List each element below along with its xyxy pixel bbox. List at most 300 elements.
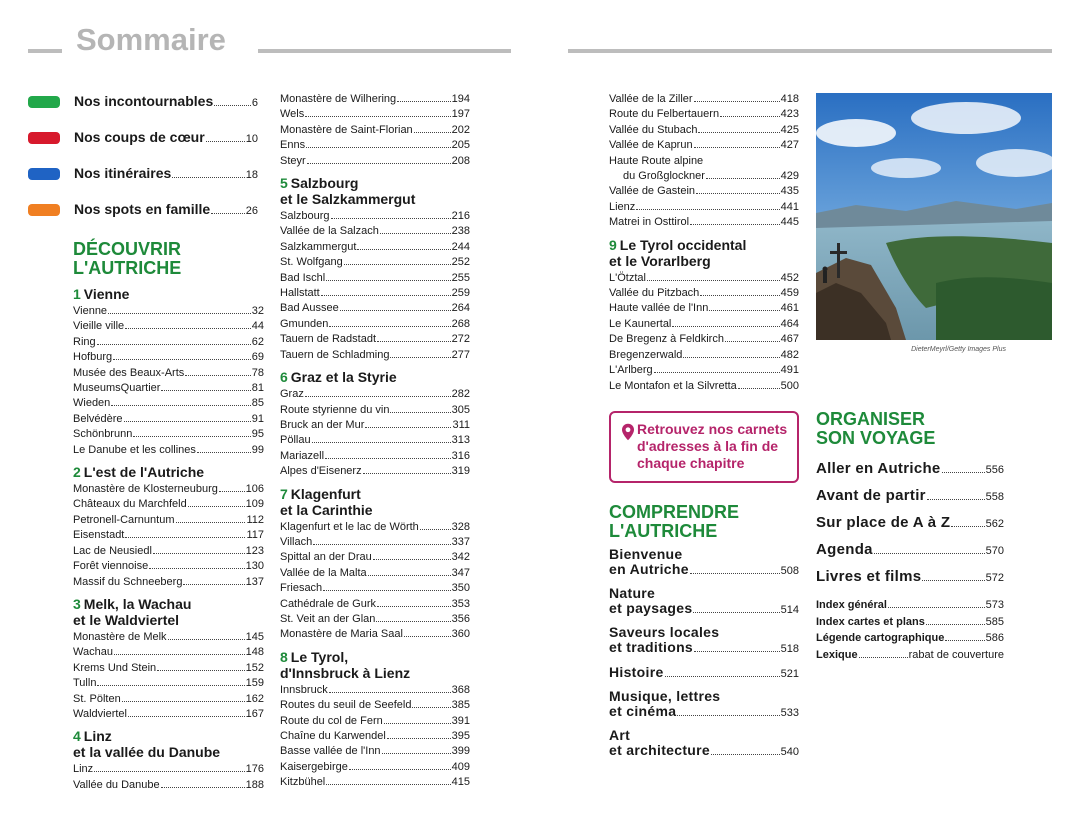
toc-entry-page: 148 (245, 646, 264, 659)
toc-entry-page: 216 (451, 210, 470, 223)
toc-entry-label: Vallée de la Salzach (280, 225, 379, 238)
toc-entry-label: Salzbourg (280, 210, 330, 223)
toc-entry-label: Graz (280, 388, 304, 401)
index-entry[interactable] (816, 614, 1004, 631)
photo-credit: DieterMeyrl/Getty Images Plus (911, 346, 1006, 353)
toc-entry-label: Monastère de Saint-Florian (280, 123, 413, 136)
toc-entry-label: Le Danube et les collines (73, 443, 196, 456)
toc-entry-label: Bad Ischl (280, 271, 326, 284)
toc-entry-label: Vallée de Gastein (609, 185, 696, 198)
leader-dots (951, 526, 984, 527)
toc-entry[interactable] (609, 271, 799, 286)
toc-entry[interactable] (280, 698, 470, 713)
toc-entry-hochalpen-line1[interactable]: Haute Route alpine (609, 154, 704, 167)
toc-entry[interactable] (73, 559, 264, 574)
toc-entry-page: 459 (780, 287, 799, 300)
toc-entry-page: 360 (451, 628, 470, 641)
toc-entry[interactable] (280, 301, 470, 316)
toc-entry-label: St. Wolfgang (280, 256, 343, 269)
blue-swatch-icon (28, 168, 60, 180)
leader-dots (183, 584, 244, 585)
section-entries-3 (73, 630, 264, 722)
toc-entry[interactable] (280, 255, 470, 270)
toc-entry-page: 194 (451, 93, 470, 105)
toc-entry-page: 244 (451, 240, 470, 253)
toc-entry[interactable] (280, 138, 470, 153)
leader-dots (365, 427, 451, 428)
toc-entry-label: Friesach (280, 582, 323, 595)
section-heading-7: 7 Klagenfurt et la Carinthie (280, 485, 373, 518)
toc-entry-label: Vieille ville (73, 320, 125, 333)
toc-entry-page: 427 (780, 139, 799, 152)
toc-entry-label: Le Montafon et la Silvretta (609, 379, 737, 392)
toc-entry-page: 461 (780, 302, 799, 315)
toc-entry-label: Vallée de la Ziller (609, 93, 693, 105)
leader-dots (412, 707, 450, 708)
toc-entry[interactable] (280, 760, 470, 775)
leader-dots (647, 280, 780, 281)
legend-item-incontournables[interactable]: Nos incontournables 6 (28, 92, 258, 112)
toc-entry[interactable] (280, 123, 470, 138)
toc-entry-page: 518 (780, 643, 799, 655)
toc-entry-label: Eisenstadt (73, 529, 125, 542)
toc-entry-page: 445 (780, 216, 799, 229)
leader-dots (390, 357, 450, 358)
toc-entry-page: 152 (245, 661, 264, 674)
leader-dots (888, 607, 985, 608)
toc-entry-label: Vallée du Pitzbach (609, 287, 700, 300)
legend-item-spots-famille[interactable]: Nos spots en famille 26 (28, 200, 258, 220)
leader-dots (874, 553, 985, 554)
toc-entry[interactable] (280, 332, 470, 347)
toc-entry-label: Krems Und Stein (73, 661, 157, 674)
toc-entry-label: Bruck an der Mur (280, 418, 365, 431)
toc-entry[interactable] (73, 778, 264, 793)
green-swatch-icon (28, 96, 60, 108)
section-entries-6 (280, 387, 470, 479)
toc-entry-page: 356 (451, 612, 470, 625)
toc-entry-label: Hallstatt (280, 287, 320, 300)
toc-entry-label: Vallée de Kaprun (609, 139, 693, 152)
leader-dots (97, 344, 251, 345)
leader-dots (414, 132, 451, 133)
section-heading-1: 1 Vienne (73, 286, 130, 302)
leader-dots (922, 580, 984, 581)
toc-entry-page: 197 (451, 108, 470, 121)
leader-dots (340, 310, 451, 311)
toc-entry-page: 109 (245, 498, 264, 511)
toc-entry-page: 272 (451, 333, 470, 346)
toc-entry[interactable] (73, 381, 264, 396)
toc-entry-page: 573 (985, 599, 1004, 611)
toc-entry-page: 117 (246, 529, 264, 542)
toc-entry-label: Le Kaunertal (609, 317, 672, 330)
comprendre-entry[interactable] (609, 586, 799, 619)
leader-dots (404, 636, 451, 637)
organiser-entry[interactable] (816, 483, 1004, 510)
toc-entry[interactable] (73, 630, 264, 645)
toc-entry-page: 337 (451, 535, 470, 548)
toc-entry-page: 585 (985, 615, 1004, 628)
section-entries-8b (609, 92, 799, 154)
toc-entry[interactable] (280, 581, 470, 596)
toc-entry[interactable] (280, 566, 470, 581)
toc-entry-page: 188 (245, 778, 264, 791)
comprendre-entry-line2: et traditions (609, 639, 694, 655)
leader-dots (720, 116, 780, 117)
toc-entry-page: 167 (245, 707, 264, 720)
comprendre-entry[interactable] (609, 664, 799, 683)
leader-dots (368, 575, 451, 576)
comprendre-entry-line2: et architecture (609, 742, 710, 758)
section-heading-2: 2 L'est de l'Autriche (73, 464, 205, 481)
toc-entry-label: Monastère de Klosterneuburg (73, 483, 218, 496)
comprendre-entry-line1: Musique, lettres (609, 688, 721, 704)
organiser-entry[interactable] (816, 510, 1004, 537)
mountain-lake-photo (816, 93, 1052, 340)
toc-entry[interactable] (609, 107, 799, 122)
column-3 (609, 92, 799, 394)
toc-entry-page: 441 (780, 200, 799, 213)
leader-dots (376, 621, 450, 622)
toc-entry-page: 521 (780, 668, 799, 680)
leader-dots (176, 522, 246, 523)
toc-entry-page: 556 (985, 464, 1004, 476)
leader-dots (313, 544, 450, 545)
toc-entry[interactable] (280, 317, 470, 332)
toc-entry-page: 268 (451, 317, 470, 330)
toc-entry-label: Belvédère (73, 412, 123, 425)
toc-entry-page: 264 (451, 302, 470, 315)
toc-entry-label: Route styrienne du vin (280, 403, 390, 416)
toc-entry-page: 482 (780, 348, 799, 361)
toc-entry[interactable] (280, 271, 470, 286)
section-heading-6: 6 Graz et la Styrie (280, 369, 397, 386)
toc-entry-label: St. Veit an der Glan (280, 612, 376, 625)
toc-entry-page: 399 (451, 745, 470, 758)
toc-entry-label: Monastère de Maria Saal (280, 628, 403, 641)
leader-dots (125, 537, 245, 538)
toc-entry[interactable] (73, 350, 264, 365)
toc-entry[interactable] (280, 535, 470, 550)
toc-entry[interactable] (280, 775, 470, 790)
toc-entry-page: 277 (451, 348, 470, 361)
toc-entry-page: 562 (985, 518, 1004, 530)
leader-dots (859, 657, 908, 658)
leader-dots (927, 499, 985, 500)
toc-entry-label: L'Ötztal (609, 271, 646, 284)
toc-entry[interactable] (73, 482, 264, 497)
toc-entry-page: 570 (985, 545, 1004, 557)
toc-entry[interactable] (280, 209, 470, 224)
leader-dots (325, 458, 451, 459)
toc-entry[interactable] (609, 348, 799, 363)
leader-dots (188, 506, 245, 507)
toc-entry[interactable] (73, 319, 264, 334)
comprendre-entry[interactable] (609, 547, 799, 580)
toc-entry[interactable] (73, 692, 264, 707)
toc-entry-label: Lienz (609, 200, 636, 213)
index-entry[interactable] (816, 647, 1004, 664)
toc-entry-label: Wels (280, 108, 305, 121)
section-heading-4: 4 Linz et la vallée du Danube (73, 728, 221, 761)
toc-entry[interactable] (73, 528, 264, 543)
toc-entry-label: Route du Felbertauern (609, 108, 720, 121)
toc-entry-label: Hofburg (73, 351, 113, 364)
toc-entry-label: De Bregenz à Feldkirch (609, 333, 724, 346)
toc-entry[interactable] (609, 301, 799, 316)
orange-swatch-icon (28, 204, 60, 216)
toc-entry-label: Waldviertel (73, 707, 127, 720)
leader-dots (694, 651, 780, 652)
section-entries-5 (280, 209, 470, 363)
toc-entry[interactable] (73, 575, 264, 590)
toc-entry[interactable] (280, 348, 470, 363)
leader-dots (329, 326, 450, 327)
toc-entry[interactable] (73, 497, 264, 512)
toc-entry[interactable] (609, 332, 799, 347)
leader-dots (357, 249, 450, 250)
toc-entry[interactable] (280, 387, 470, 402)
toc-entry[interactable] (280, 286, 470, 301)
toc-entry[interactable] (73, 304, 264, 319)
toc-entry-label: Tauern de Schladming (280, 348, 390, 361)
leader-dots (677, 715, 779, 716)
toc-entry[interactable] (280, 418, 470, 433)
comprendre-heading: COMPRENDRE L'AUTRICHE (609, 502, 740, 541)
leader-dots (125, 328, 251, 329)
toc-entry[interactable] (280, 92, 470, 107)
index-entry[interactable] (816, 630, 1004, 647)
toc-entry-label: MuseumsQuartier (73, 382, 161, 395)
organiser-entry[interactable] (816, 564, 1004, 591)
carnets-line-3: chaque chapitre (637, 455, 745, 471)
toc-entry-page: 208 (451, 154, 470, 167)
toc-entry[interactable] (73, 676, 264, 691)
toc-entry[interactable] (280, 744, 470, 759)
toc-entry[interactable] (73, 427, 264, 442)
leader-dots (942, 472, 985, 473)
title-rule-mid (258, 49, 511, 53)
toc-entry-page: 145 (245, 630, 264, 643)
toc-entry[interactable] (280, 520, 470, 535)
toc-entry-page: 69 (251, 351, 264, 364)
toc-entry-page: 205 (451, 139, 470, 152)
toc-entry[interactable] (280, 550, 470, 565)
comprendre-entry[interactable] (609, 728, 799, 761)
toc-entry[interactable] (73, 412, 264, 427)
title-rule-left (28, 49, 62, 53)
red-swatch-icon (28, 132, 60, 144)
section-heading-3: 3 Melk, la Wachau et le Waldviertel (73, 595, 192, 628)
leader-dots (219, 491, 245, 492)
legend-item-itineraires[interactable]: Nos itinéraires 18 (28, 164, 258, 184)
toc-entry[interactable] (280, 612, 470, 627)
toc-entry-page: 137 (245, 575, 264, 588)
toc-entry-page: 255 (451, 271, 470, 284)
toc-entry-label: Livres et films (816, 568, 922, 585)
section-heading-9: 9 Le Tyrol occidental et le Vorarlberg (609, 236, 747, 269)
toc-entry-label: Légende cartographique (816, 632, 945, 644)
toc-entry[interactable] (280, 224, 470, 239)
toc-entry-page: 91 (251, 412, 264, 425)
toc-entry-page: 558 (985, 491, 1004, 503)
comprendre-entry-line1: Histoire (609, 664, 664, 680)
toc-entry-page: 368 (451, 683, 470, 696)
leader-dots (97, 685, 244, 686)
toc-entry-page: 347 (451, 566, 470, 579)
legend-item-coups-de-coeur[interactable]: Nos coups de cœur 10 (28, 128, 258, 148)
toc-entry[interactable] (73, 707, 264, 722)
leader-dots (329, 692, 451, 693)
column-1 (73, 240, 264, 793)
toc-entry-label: Tulln (73, 677, 97, 690)
toc-entry-label: Vallée de la Malta (280, 566, 367, 579)
leader-dots (665, 676, 780, 677)
comprendre-section (609, 503, 799, 767)
toc-entry-label: Châteaux du Marchfeld (73, 498, 187, 511)
toc-entry[interactable] (280, 107, 470, 122)
toc-entry-label: Spittal an der Drau (280, 551, 372, 564)
toc-entry[interactable] (280, 433, 470, 448)
toc-entry-page: 44 (251, 320, 264, 333)
toc-entry-label: Lexique (816, 648, 858, 661)
toc-entry[interactable] (609, 363, 799, 378)
toc-entry-page: 500 (780, 379, 799, 392)
toc-entry-label: Steyr (280, 154, 306, 167)
toc-entry-page: 586 (985, 632, 1004, 644)
toc-entry[interactable] (609, 215, 799, 230)
comprendre-entry-line1: Art (609, 727, 631, 743)
toc-entry-label: L'Arlberg (609, 364, 653, 377)
section-heading-5: 5 Salzbourg et le Salzkammergut (280, 175, 416, 208)
toc-entry-label: Forêt viennoise (73, 560, 149, 573)
toc-entry-label: Villach (280, 535, 313, 548)
toc-entry-page: 313 (451, 434, 470, 447)
toc-entry[interactable] (609, 138, 799, 153)
toc-entry-label: Sur place de A à Z (816, 514, 951, 531)
toc-entry-page: 425 (780, 123, 799, 136)
toc-entry[interactable] (73, 396, 264, 411)
toc-entry[interactable] (73, 366, 264, 381)
toc-entry[interactable] (73, 762, 264, 777)
toc-entry-page: 252 (451, 256, 470, 269)
toc-entry-label: Schönbrunn (73, 428, 133, 441)
toc-entry-page: 350 (451, 582, 470, 595)
toc-entry-label: Musée des Beaux-Arts (73, 366, 185, 379)
toc-entry-label: Aller en Autriche (816, 460, 941, 477)
toc-entry[interactable] (280, 627, 470, 642)
leader-dots (344, 264, 451, 265)
toc-entry-page: 95 (251, 428, 264, 441)
toc-entry[interactable] (73, 513, 264, 528)
toc-entry-page: 81 (251, 382, 264, 395)
toc-entry[interactable] (280, 683, 470, 698)
toc-entry-label: Vienne (73, 305, 108, 317)
toc-entry[interactable] (609, 317, 799, 332)
toc-entry[interactable] (280, 464, 470, 479)
leader-dots (312, 442, 451, 443)
decouvrir-heading: DÉCOUVRIR L'AUTRICHE (73, 239, 182, 278)
toc-entry-label: Matrei in Osttirol (609, 216, 690, 229)
leader-dots (373, 559, 451, 560)
toc-entry[interactable] (73, 544, 264, 559)
toc-entry-page: 282 (451, 388, 470, 401)
toc-entry[interactable] (609, 92, 799, 107)
comprendre-entry[interactable] (609, 625, 799, 658)
toc-entry[interactable] (609, 286, 799, 301)
toc-entry-page: rabat de couverture (908, 648, 1004, 661)
toc-entry[interactable] (609, 184, 799, 199)
leader-dots (161, 787, 245, 788)
comprendre-entry[interactable] (609, 689, 799, 722)
organiser-entry[interactable] (816, 456, 1004, 483)
toc-entry-page: 99 (251, 443, 264, 456)
toc-entry[interactable] (609, 200, 799, 215)
leader-dots (926, 624, 985, 625)
leader-dots (397, 101, 450, 102)
toc-entry-label: Basse vallée de l'Inn (280, 745, 381, 758)
toc-entry[interactable] (280, 714, 470, 729)
organiser-entry[interactable] (816, 537, 1004, 564)
toc-entry-label: Agenda (816, 541, 873, 558)
carnets-line-2: d'adresses à la fin de (637, 438, 779, 454)
leader-dots (157, 670, 244, 671)
toc-entry-label: Haute vallée de l'Inn (609, 302, 709, 315)
leader-dots (384, 723, 451, 724)
toc-entry-label: Monastère de Melk (73, 630, 167, 643)
toc-entry-page: 32 (251, 305, 264, 317)
leader-dots (153, 553, 245, 554)
toc-entry[interactable] (280, 240, 470, 255)
toc-entry-label: Salzkammergut (280, 240, 357, 253)
leader-dots (326, 280, 450, 281)
index-entry[interactable] (816, 597, 1004, 614)
organiser-section (816, 410, 1004, 663)
comprendre-entry-line1: Saveurs locales (609, 624, 720, 640)
toc-entry[interactable] (609, 123, 799, 138)
leader-dots (690, 573, 780, 574)
toc-entry[interactable] (73, 443, 264, 458)
leader-dots (725, 341, 780, 342)
toc-entry[interactable] (280, 597, 470, 612)
leader-dots (133, 436, 250, 437)
toc-entry[interactable] (73, 645, 264, 660)
toc-entry-page: 508 (780, 565, 799, 577)
leader-dots (94, 771, 244, 772)
toc-entry[interactable] (280, 449, 470, 464)
toc-entry-page: 202 (451, 123, 470, 136)
toc-entry[interactable] (73, 661, 264, 676)
toc-entry-page: 328 (451, 520, 470, 533)
leader-dots (149, 568, 244, 569)
leader-dots (168, 639, 245, 640)
leader-dots (654, 372, 780, 373)
toc-entry[interactable] (280, 154, 470, 169)
toc-entry[interactable] (280, 729, 470, 744)
leader-dots (382, 753, 451, 754)
toc-entry[interactable] (609, 379, 799, 394)
toc-entry-label: Vallée du Danube (73, 778, 160, 791)
toc-entry[interactable] (73, 335, 264, 350)
leader-dots (161, 390, 250, 391)
toc-entry-page: 316 (451, 449, 470, 462)
column-2 (280, 92, 470, 791)
toc-entry-hochalpen[interactable]: du Großglockner 429 (623, 170, 799, 183)
leader-dots (305, 116, 450, 117)
toc-entry-page: 385 (451, 699, 470, 712)
toc-entry[interactable] (280, 403, 470, 418)
